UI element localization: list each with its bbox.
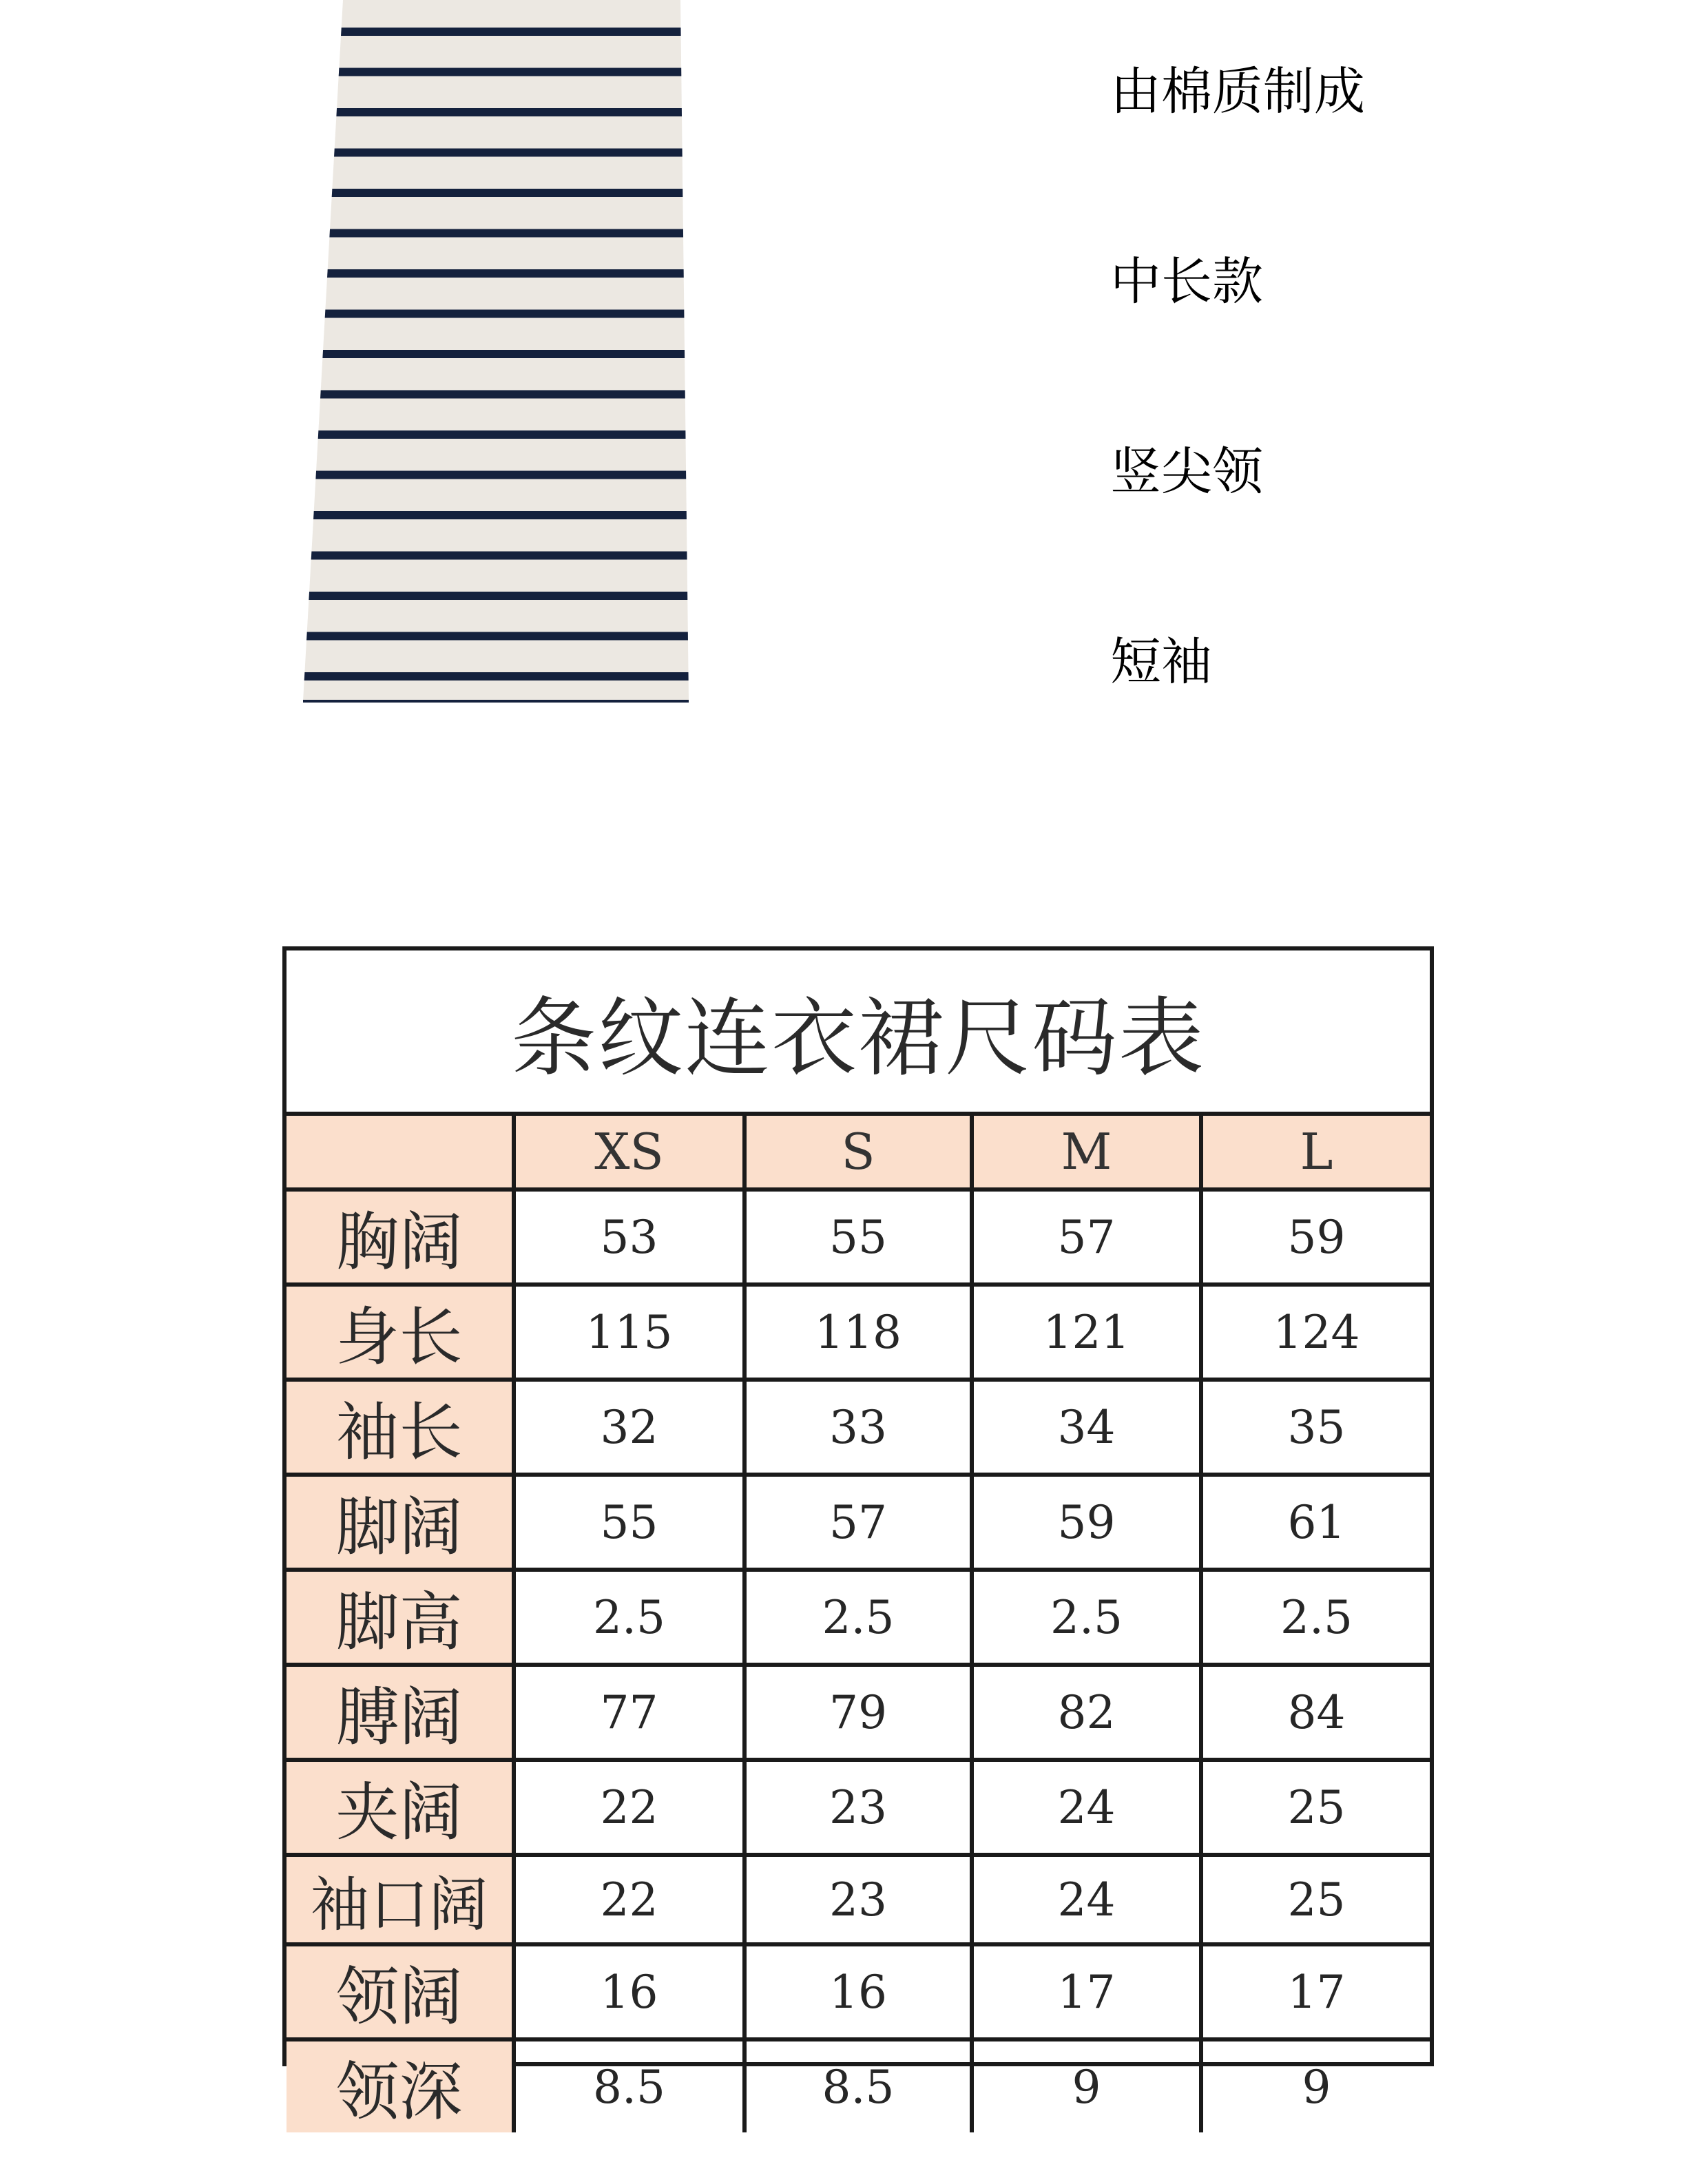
measurement-value: 17: [972, 1944, 1201, 2039]
dress-stripe: [303, 430, 689, 439]
product-image: [303, 0, 689, 714]
measurement-value: 35: [1201, 1380, 1430, 1475]
measurement-value: 61: [1201, 1475, 1430, 1570]
measurement-value: 25: [1201, 1760, 1430, 1855]
measurement-value: 77: [514, 1665, 744, 1760]
measurement-value: 22: [514, 1855, 744, 1944]
measurement-value: 33: [744, 1380, 972, 1475]
measurement-label: 领阔: [287, 1944, 514, 2039]
measurement-label: 脚阔: [287, 1475, 514, 1570]
measurement-value: 59: [1201, 1189, 1430, 1285]
measurement-value: 59: [972, 1475, 1201, 1570]
measurement-label: 袖口阔: [287, 1855, 514, 1944]
dress-stripe: [303, 552, 689, 560]
measurement-value: 16: [514, 1944, 744, 2039]
measurement-value: 115: [514, 1285, 744, 1380]
dress-stripe: [303, 471, 689, 479]
striped-dress-illustration: [303, 0, 689, 714]
measurement-row: [287, 1285, 1430, 1380]
measurement-value: 2.5: [744, 1570, 972, 1665]
size-chart-title: 条纹连衣裙尺码表: [287, 950, 1430, 1116]
measurement-value: 22: [514, 1760, 744, 1855]
measurement-value: 34: [972, 1380, 1201, 1475]
dress-stripe: [303, 310, 689, 318]
dress-stripe: [303, 28, 689, 36]
measurement-label: 胸阔: [287, 1189, 514, 1285]
header-corner-cell: [287, 1116, 514, 1189]
measurement-label: 脚高: [287, 1570, 514, 1665]
dress-stripe: [303, 189, 689, 197]
measurement-value: 55: [514, 1475, 744, 1570]
measurement-label: 夹阔: [287, 1760, 514, 1855]
measurement-label: 身长: [287, 1285, 514, 1380]
measurement-value: 57: [744, 1475, 972, 1570]
measurement-value: 23: [744, 1855, 972, 1944]
measurement-row: [287, 1189, 1430, 1285]
measurement-value: 82: [972, 1665, 1201, 1760]
measurement-value: 2.5: [1201, 1570, 1430, 1665]
size-chart-table: [282, 946, 1434, 2129]
measurement-value: 57: [972, 1189, 1201, 1285]
dress-stripe: [303, 672, 689, 680]
size-header-row: [287, 1116, 1430, 1189]
measurement-value: 32: [514, 1380, 744, 1475]
measurement-value: 9: [972, 2039, 1201, 2132]
size-grid: [287, 1116, 1430, 2132]
measurement-value: 25: [1201, 1855, 1430, 1944]
dress-stripe: [303, 229, 689, 238]
measurement-value: 124: [1201, 1285, 1430, 1380]
measurement-value: 24: [972, 1855, 1201, 1944]
dress-stripe: [303, 592, 689, 600]
measurement-value: 53: [514, 1189, 744, 1285]
measurement-row: [287, 1944, 1430, 2039]
size-header-cell: S: [744, 1116, 972, 1189]
measurement-value: 2.5: [972, 1570, 1201, 1665]
measurement-row: [287, 1665, 1430, 1760]
measurement-label: 袖长: [287, 1380, 514, 1475]
measurement-value: 8.5: [514, 2039, 744, 2132]
dress-stripe: [303, 632, 689, 641]
measurement-row: [287, 1380, 1430, 1475]
measurement-value: 17: [1201, 1944, 1430, 2039]
dress-stripe: [303, 391, 689, 399]
dress-stripe: [303, 108, 689, 116]
dress-stripe: [303, 149, 689, 157]
measurement-label: 膊阔: [287, 1665, 514, 1760]
measurement-value: 55: [744, 1189, 972, 1285]
measurement-row: [287, 1760, 1430, 1855]
measurement-row: [287, 2039, 1430, 2132]
size-header-cell: M: [972, 1116, 1201, 1189]
measurement-value: 9: [1201, 2039, 1430, 2132]
measurement-row: [287, 1475, 1430, 1570]
dress-stripe: [303, 269, 689, 278]
measurement-value: 24: [972, 1760, 1201, 1855]
measurement-value: 84: [1201, 1665, 1430, 1760]
measurement-value: 8.5: [744, 2039, 972, 2132]
dress-stripe: [303, 350, 689, 358]
dress-stripe: [303, 68, 689, 76]
measurement-value: 16: [744, 1944, 972, 2039]
feature-item-collar: 竖尖领: [1110, 442, 1263, 501]
dress-stripe: [303, 511, 689, 519]
measurement-row: [287, 1855, 1430, 1944]
measurement-value: 23: [744, 1760, 972, 1855]
measurement-value: 2.5: [514, 1570, 744, 1665]
feature-item-length: 中长款: [1110, 252, 1263, 311]
measurement-value: 121: [972, 1285, 1201, 1380]
feature-item-material: 由棉质制成: [1110, 62, 1365, 121]
feature-item-sleeve: 短袖: [1110, 632, 1212, 692]
measurement-value: 118: [744, 1285, 972, 1380]
size-header-cell: L: [1201, 1116, 1430, 1189]
measurement-label: 领深: [287, 2039, 514, 2132]
size-header-cell: XS: [514, 1116, 744, 1189]
measurement-row: [287, 1570, 1430, 1665]
feature-list: [1110, 0, 1592, 716]
measurement-value: 79: [744, 1665, 972, 1760]
